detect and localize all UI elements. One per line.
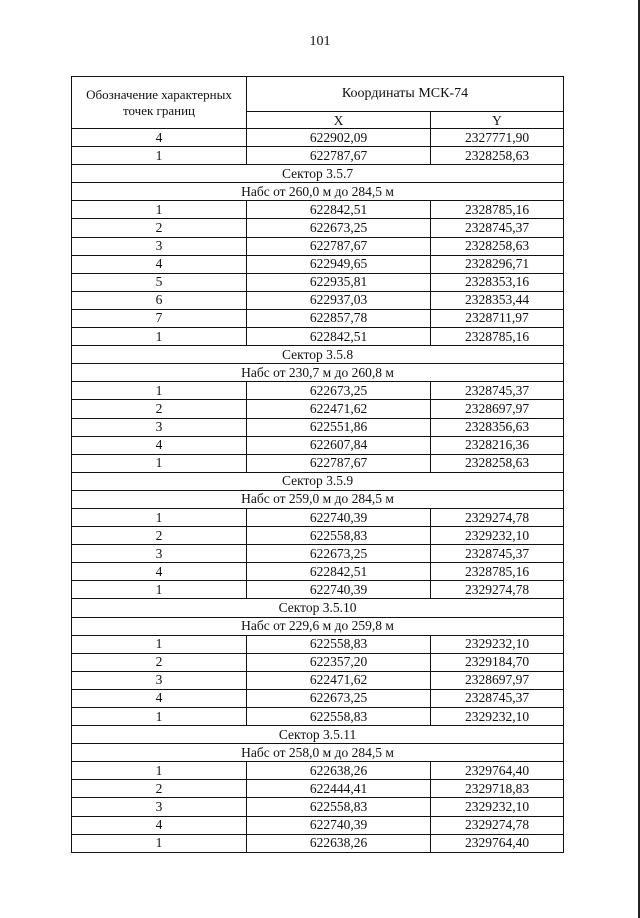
x-coordinate-cell: 622937,03 bbox=[247, 291, 431, 309]
x-coordinate-cell: 622673,25 bbox=[247, 382, 431, 400]
x-coordinate-cell: 622902,09 bbox=[247, 129, 431, 147]
point-number-cell: 6 bbox=[72, 291, 247, 309]
table-row bbox=[72, 653, 564, 671]
x-coordinate-cell: 622857,78 bbox=[247, 309, 431, 327]
y-coordinate-cell: 2328711,97 bbox=[431, 309, 564, 327]
table-row bbox=[72, 237, 564, 255]
table-row bbox=[72, 400, 564, 418]
x-coordinate-cell: 622673,25 bbox=[247, 219, 431, 237]
y-coordinate-cell: 2328785,16 bbox=[431, 563, 564, 581]
x-coordinate-cell: 622740,39 bbox=[247, 508, 431, 526]
table-row bbox=[72, 798, 564, 816]
section-label: Набс от 259,0 м до 284,5 м bbox=[72, 490, 564, 508]
y-coordinate-cell: 2329764,40 bbox=[431, 762, 564, 780]
section-label: Набс от 258,0 м до 284,5 м bbox=[72, 744, 564, 762]
y-coordinate-cell: 2329764,40 bbox=[431, 834, 564, 852]
table-row bbox=[72, 147, 564, 165]
point-number-cell: 4 bbox=[72, 255, 247, 273]
section-row bbox=[72, 364, 564, 382]
point-number-cell: 4 bbox=[72, 436, 247, 454]
table-row bbox=[72, 780, 564, 798]
section-row bbox=[72, 346, 564, 364]
point-number-cell: 1 bbox=[72, 328, 247, 346]
table-row bbox=[72, 219, 564, 237]
section-row bbox=[72, 599, 564, 617]
table-row bbox=[72, 708, 564, 726]
point-number-cell: 3 bbox=[72, 237, 247, 255]
x-coordinate-cell: 622673,25 bbox=[247, 545, 431, 563]
section-row bbox=[72, 490, 564, 508]
section-label: Набс от 229,6 м до 259,8 м bbox=[72, 617, 564, 635]
point-number-cell: 4 bbox=[72, 563, 247, 581]
y-coordinate-cell: 2328745,37 bbox=[431, 382, 564, 400]
y-coordinate-cell: 2328216,36 bbox=[431, 436, 564, 454]
point-number-cell: 1 bbox=[72, 762, 247, 780]
table-row bbox=[72, 328, 564, 346]
point-number-cell: 1 bbox=[72, 201, 247, 219]
x-coordinate-cell: 622638,26 bbox=[247, 762, 431, 780]
table-row bbox=[72, 527, 564, 545]
point-number-cell: 4 bbox=[72, 816, 247, 834]
table-row bbox=[72, 834, 564, 852]
section-row bbox=[72, 726, 564, 744]
x-coordinate-cell: 622638,26 bbox=[247, 834, 431, 852]
section-label: Набс от 230,7 м до 260,8 м bbox=[72, 364, 564, 382]
section-row bbox=[72, 165, 564, 183]
table-row bbox=[72, 382, 564, 400]
section-row bbox=[72, 744, 564, 762]
table-row bbox=[72, 418, 564, 436]
table-row bbox=[72, 291, 564, 309]
table-row bbox=[72, 129, 564, 147]
table-body bbox=[72, 129, 564, 853]
x-coordinate-cell: 622471,62 bbox=[247, 400, 431, 418]
y-coordinate-cell: 2328296,71 bbox=[431, 255, 564, 273]
section-label: Сектор 3.5.7 bbox=[72, 165, 564, 183]
table-row bbox=[72, 255, 564, 273]
table-row bbox=[72, 508, 564, 526]
section-row bbox=[72, 617, 564, 635]
x-coordinate-cell: 622842,51 bbox=[247, 201, 431, 219]
x-coordinate-cell: 622551,86 bbox=[247, 418, 431, 436]
point-number-cell: 1 bbox=[72, 708, 247, 726]
table-row bbox=[72, 671, 564, 689]
x-coordinate-cell: 622787,67 bbox=[247, 147, 431, 165]
y-coordinate-cell: 2329232,10 bbox=[431, 708, 564, 726]
point-number-cell: 3 bbox=[72, 671, 247, 689]
y-coordinate-cell: 2329232,10 bbox=[431, 798, 564, 816]
table-row bbox=[72, 635, 564, 653]
y-coordinate-cell: 2328258,63 bbox=[431, 147, 564, 165]
y-coordinate-cell: 2328258,63 bbox=[431, 237, 564, 255]
y-coordinate-cell: 2328697,97 bbox=[431, 400, 564, 418]
table-header bbox=[72, 77, 564, 129]
y-coordinate-cell: 2328353,44 bbox=[431, 291, 564, 309]
x-coordinate-cell: 622357,20 bbox=[247, 653, 431, 671]
point-number-cell: 2 bbox=[72, 653, 247, 671]
x-coordinate-cell: 622558,83 bbox=[247, 798, 431, 816]
table-row bbox=[72, 309, 564, 327]
y-coordinate-cell: 2329274,78 bbox=[431, 508, 564, 526]
point-number-cell: 2 bbox=[72, 219, 247, 237]
x-coordinate-cell: 622444,41 bbox=[247, 780, 431, 798]
y-coordinate-cell: 2329184,70 bbox=[431, 653, 564, 671]
x-coordinate-cell: 622949,65 bbox=[247, 255, 431, 273]
table-row bbox=[72, 563, 564, 581]
section-label: Сектор 3.5.9 bbox=[72, 472, 564, 490]
y-coordinate-cell: 2329274,78 bbox=[431, 816, 564, 834]
x-coordinate-cell: 622787,67 bbox=[247, 454, 431, 472]
y-coordinate-cell: 2328258,63 bbox=[431, 454, 564, 472]
y-coordinate-cell: 2327771,90 bbox=[431, 129, 564, 147]
x-coordinate-cell: 622842,51 bbox=[247, 563, 431, 581]
x-coordinate-cell: 622842,51 bbox=[247, 328, 431, 346]
table-row bbox=[72, 201, 564, 219]
y-column-header: Y bbox=[431, 112, 564, 129]
point-number-cell: 7 bbox=[72, 309, 247, 327]
section-label: Сектор 3.5.11 bbox=[72, 726, 564, 744]
x-coordinate-cell: 622558,83 bbox=[247, 527, 431, 545]
table-row bbox=[72, 545, 564, 563]
point-number-cell: 3 bbox=[72, 418, 247, 436]
section-label: Сектор 3.5.10 bbox=[72, 599, 564, 617]
point-number-cell: 2 bbox=[72, 780, 247, 798]
point-number-cell: 2 bbox=[72, 527, 247, 545]
x-coordinate-cell: 622787,67 bbox=[247, 237, 431, 255]
point-number-cell: 4 bbox=[72, 129, 247, 147]
header-row-main bbox=[72, 77, 564, 112]
section-label: Сектор 3.5.8 bbox=[72, 346, 564, 364]
point-number-cell: 1 bbox=[72, 581, 247, 599]
point-number-cell: 1 bbox=[72, 454, 247, 472]
point-number-cell: 1 bbox=[72, 834, 247, 852]
point-number-cell: 2 bbox=[72, 400, 247, 418]
x-coordinate-cell: 622740,39 bbox=[247, 816, 431, 834]
y-coordinate-cell: 2328353,16 bbox=[431, 273, 564, 291]
x-coordinate-cell: 622607,84 bbox=[247, 436, 431, 454]
coordinates-header: Координаты МСК-74 bbox=[247, 77, 564, 112]
section-row bbox=[72, 183, 564, 201]
section-row bbox=[72, 472, 564, 490]
table-row bbox=[72, 581, 564, 599]
table-row bbox=[72, 273, 564, 291]
point-number-cell: 1 bbox=[72, 147, 247, 165]
table-row bbox=[72, 816, 564, 834]
point-number-cell: 1 bbox=[72, 508, 247, 526]
table-row bbox=[72, 454, 564, 472]
x-coordinate-cell: 622673,25 bbox=[247, 689, 431, 707]
y-coordinate-cell: 2328785,16 bbox=[431, 328, 564, 346]
point-number-cell: 4 bbox=[72, 689, 247, 707]
y-coordinate-cell: 2328745,37 bbox=[431, 689, 564, 707]
x-column-header: X bbox=[247, 112, 431, 129]
y-coordinate-cell: 2328356,63 bbox=[431, 418, 564, 436]
x-coordinate-cell: 622471,62 bbox=[247, 671, 431, 689]
y-coordinate-cell: 2328745,37 bbox=[431, 545, 564, 563]
table-row bbox=[72, 689, 564, 707]
page-number: 101 bbox=[309, 34, 331, 49]
point-number-cell: 3 bbox=[72, 798, 247, 816]
section-label: Набс от 260,0 м до 284,5 м bbox=[72, 183, 564, 201]
y-coordinate-cell: 2328785,16 bbox=[431, 201, 564, 219]
table-row bbox=[72, 762, 564, 780]
y-coordinate-cell: 2329274,78 bbox=[431, 581, 564, 599]
x-coordinate-cell: 622558,83 bbox=[247, 708, 431, 726]
y-coordinate-cell: 2329718,83 bbox=[431, 780, 564, 798]
y-coordinate-cell: 2329232,10 bbox=[431, 527, 564, 545]
point-number-cell: 1 bbox=[72, 635, 247, 653]
x-coordinate-cell: 622935,81 bbox=[247, 273, 431, 291]
table-row bbox=[72, 436, 564, 454]
point-number-cell: 1 bbox=[72, 382, 247, 400]
y-coordinate-cell: 2329232,10 bbox=[431, 635, 564, 653]
x-coordinate-cell: 622558,83 bbox=[247, 635, 431, 653]
y-coordinate-cell: 2328697,97 bbox=[431, 671, 564, 689]
x-coordinate-cell: 622740,39 bbox=[247, 581, 431, 599]
y-coordinate-cell: 2328745,37 bbox=[431, 219, 564, 237]
point-number-cell: 5 bbox=[72, 273, 247, 291]
coordinates-table bbox=[71, 76, 564, 853]
point-designation-header: Обозначение характерных точек границ bbox=[72, 77, 247, 129]
point-number-cell: 3 bbox=[72, 545, 247, 563]
